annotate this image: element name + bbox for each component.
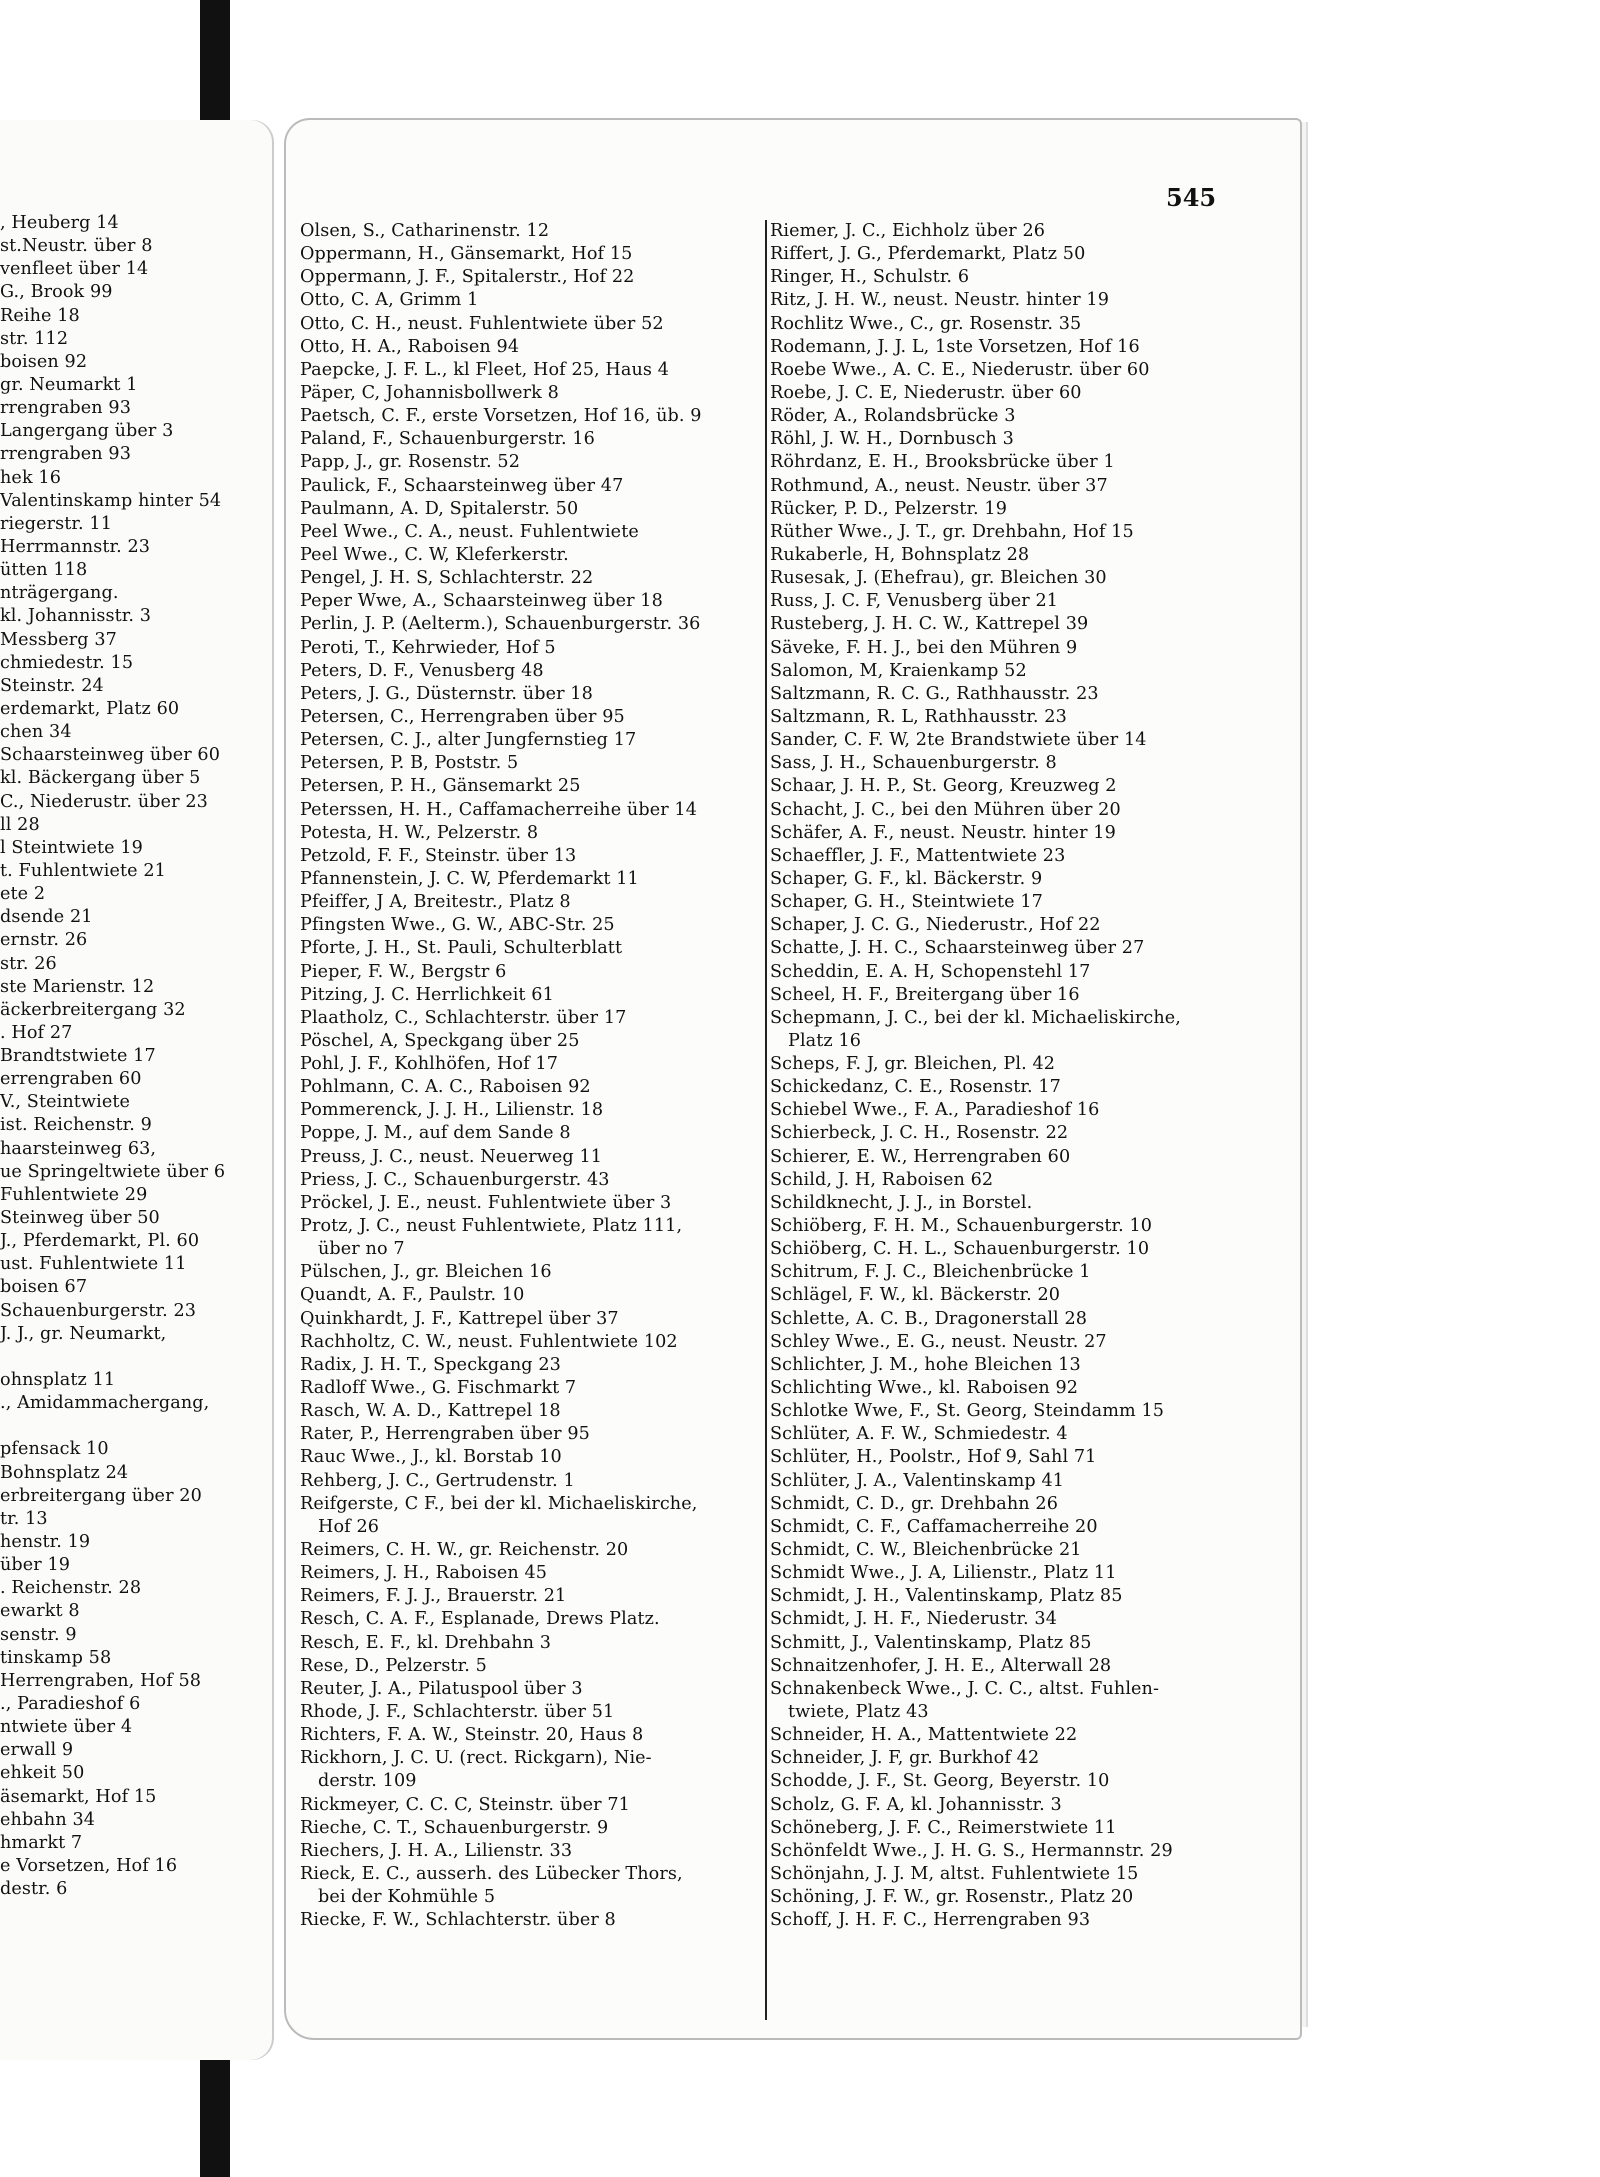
directory-entry: Rieck, E. C., ausserh. des Lübecker Thors,: [300, 1863, 683, 1884]
directory-entry: Schlüter, A. F. W., Schmiedestr. 4: [770, 1424, 1068, 1445]
directory-entry: Platz 16: [788, 1030, 862, 1051]
directory-entry: Pforte, J. H., St. Pauli, Schulterblatt: [300, 938, 623, 959]
directory-entry: Rukaberle, H, Bohnsplatz 28: [770, 544, 1030, 565]
directory-entry: Pröckel, J. E., neust. Fuhlentwiete über 3: [300, 1192, 672, 1213]
directory-entry: bei der Kohmühle 5: [318, 1887, 496, 1908]
directory-entry: Schmidt Wwe., J. A, Lilienstr., Platz 11: [770, 1563, 1117, 1584]
directory-entry: Reuter, J. A., Pilatuspool über 3: [300, 1678, 583, 1699]
directory-entry: Saltzmann, R. C. G., Rathhausstr. 23: [770, 683, 1099, 704]
directory-entry: Petzold, F. F., Steinstr. über 13: [300, 845, 577, 866]
directory-entry: Schaper, G. F., kl. Bäckerstr. 9: [770, 868, 1043, 889]
directory-entry: Rusteberg, J. H. C. W., Kattrepel 39: [770, 614, 1089, 635]
directory-entry: Protz, J. C., neust Fuhlentwiete, Platz 111,: [300, 1216, 683, 1237]
directory-entry: destr. 6: [0, 1879, 68, 1900]
directory-entry: venfleet über 14: [0, 259, 149, 280]
directory-entry: Paulmann, A. D, Spitalerstr. 50: [300, 498, 579, 519]
left-page: [0, 120, 272, 2060]
directory-entry: haarsteinweg 63,: [0, 1138, 157, 1159]
directory-entry: Schmidt, J. H., Valentinskamp, Platz 85: [770, 1586, 1123, 1607]
column-divider: [765, 220, 767, 2020]
directory-entry: Schlette, A. C. B., Dragonerstall 28: [770, 1308, 1088, 1329]
directory-entry: erdemarkt, Platz 60: [0, 698, 180, 719]
directory-entry: Pfeiffer, J A, Breitestr., Platz 8: [300, 892, 571, 913]
directory-entry: Schodde, J. F., St. Georg, Beyerstr. 10: [770, 1771, 1110, 1792]
directory-entry: Röhl, J. W. H., Dornbusch 3: [770, 429, 1014, 450]
directory-entry: Schauenburgerstr. 23: [0, 1300, 197, 1321]
directory-entry: Resch, C. A. F., Esplanade, Drews Platz.: [300, 1609, 660, 1630]
directory-entry: Herrengraben, Hof 58: [0, 1670, 202, 1691]
directory-entry: Schmidt, C. W., Bleichenbrücke 21: [770, 1540, 1082, 1561]
directory-entry: V., Steintwiete: [0, 1092, 131, 1113]
directory-entry: Rehberg, J. C., Gertrudenstr. 1: [300, 1470, 575, 1491]
directory-entry: nträgergang.: [0, 583, 119, 604]
directory-entry: Roebe Wwe., A. C. E., Niederustr. über 60: [770, 359, 1150, 380]
page-number: 545: [1166, 183, 1217, 212]
directory-entry: Saltzmann, R. L, Rathhausstr. 23: [770, 706, 1067, 727]
directory-entry: henstr. 19: [0, 1532, 91, 1553]
directory-entry: , Heuberg 14: [0, 213, 119, 233]
directory-entry: Schiöberg, F. H. M., Schauenburgerstr. 10: [770, 1216, 1153, 1237]
directory-entry: Roebe, J. C. E, Niederustr. über 60: [770, 382, 1082, 403]
directory-entry: C., Niederustr. über 23: [0, 791, 208, 812]
directory-entry: Petersen, P. B, Poststr. 5: [300, 753, 519, 774]
directory-entry: Schiebel Wwe., F. A., Paradieshof 16: [770, 1100, 1100, 1121]
directory-entry: Pieper, F. W., Bergstr 6: [300, 961, 507, 982]
directory-entry: Rasch, W. A. D., Kattrepel 18: [300, 1401, 561, 1422]
directory-entry: Radloff Wwe., G. Fischmarkt 7: [300, 1378, 577, 1399]
directory-entry: Schmidt, J. H. F., Niederustr. 34: [770, 1609, 1058, 1630]
directory-entry: Steinstr. 24: [0, 675, 104, 696]
left-column: [0, 212, 225, 1901]
directory-entry: st.Neustr. über 8: [0, 236, 153, 257]
directory-entry: e Vorsetzen, Hof 16: [0, 1855, 178, 1876]
directory-entry: Schaar, J. H. P., St. Georg, Kreuzweg 2: [770, 776, 1117, 797]
directory-entry: Bohnsplatz 24: [0, 1462, 129, 1483]
directory-entry: tinskamp 58: [0, 1647, 112, 1668]
directory-entry: Pohlmann, C. A. C., Raboisen 92: [300, 1077, 591, 1098]
directory-entry: Radix, J. H. T., Speckgang 23: [300, 1354, 561, 1375]
directory-entry: ue Springeltwiete über 6: [0, 1161, 226, 1182]
directory-entry: tr. 13: [0, 1508, 48, 1529]
directory-entry: Röder, A., Rolandsbrücke 3: [770, 406, 1016, 427]
directory-entry: Schild, J. H, Raboisen 62: [770, 1169, 994, 1190]
directory-entry: Schneider, H. A., Mattentwiete 22: [770, 1725, 1078, 1746]
directory-entry: ewarkt 8: [0, 1601, 80, 1622]
directory-entry: pfensack 10: [0, 1439, 109, 1460]
directory-entry: Pülschen, J., gr. Bleichen 16: [300, 1262, 552, 1283]
directory-entry: senstr. 9: [0, 1624, 77, 1645]
directory-entry: ste Marienstr. 12: [0, 976, 155, 997]
directory-entry: Reimers, F. J. J., Brauerstr. 21: [300, 1586, 567, 1607]
directory-entry: chmiedestr. 15: [0, 652, 134, 673]
directory-entry: Rothmund, A., neust. Neustr. über 37: [770, 475, 1108, 496]
directory-entry: Schlägel, F. W., kl. Bäckerstr. 20: [770, 1285, 1061, 1306]
directory-entry: Schlüter, J. A., Valentinskamp 41: [770, 1470, 1065, 1491]
directory-entry: Rücker, P. D., Pelzerstr. 19: [770, 498, 1008, 519]
directory-entry: [0, 1415, 225, 1438]
directory-entry: Schoff, J. H. F. C., Herrengraben 93: [770, 1910, 1091, 1931]
directory-entry: ntwiete über 4: [0, 1717, 133, 1738]
directory-entry: Rüther Wwe., J. T., gr. Drehbahn, Hof 15: [770, 521, 1134, 542]
directory-entry: Pöschel, A, Speckgang über 25: [300, 1030, 580, 1051]
directory-entry: Pfingsten Wwe., G. W., ABC-Str. 25: [300, 915, 615, 936]
directory-entry: ernstr. 26: [0, 930, 88, 951]
directory-entry: Rochlitz Wwe., C., gr. Rosenstr. 35: [770, 313, 1082, 334]
directory-entry: Perlin, J. P. (Aelterm.), Schauenburgerstr. 36: [300, 614, 701, 635]
directory-entry: Reimers, J. H., Raboisen 45: [300, 1563, 548, 1584]
directory-entry: Pfannenstein, J. C. W, Pferdemarkt 11: [300, 868, 639, 889]
directory-entry: Schäfer, A. F., neust. Neustr. hinter 19: [770, 822, 1116, 843]
directory-entry: boisen 67: [0, 1277, 88, 1298]
directory-entry: Paland, F., Schauenburgerstr. 16: [300, 429, 595, 450]
directory-entry: Messberg 37: [0, 629, 117, 650]
directory-entry: Peters, J. G., Düsternstr. über 18: [300, 683, 593, 704]
directory-entry: Schöning, J. F. W., gr. Rosenstr., Platz 20: [770, 1887, 1134, 1908]
directory-entry: Schaper, G. H., Steintwiete 17: [770, 892, 1043, 913]
directory-entry: kl. Johannisstr. 3: [0, 606, 152, 627]
directory-entry: Otto, H. A., Raboisen 94: [300, 336, 520, 357]
directory-entry: Ritz, J. H. W., neust. Neustr. hinter 19: [770, 290, 1110, 311]
directory-entry: J. J., gr. Neumarkt,: [0, 1323, 167, 1344]
directory-entry: Schneider, J. F, gr. Burkhof 42: [770, 1748, 1040, 1769]
directory-entry: Schlotke Wwe, F., St. Georg, Steindamm 15: [770, 1401, 1165, 1422]
directory-entry: ., Amidammachergang,: [0, 1393, 210, 1414]
directory-entry: Petersen, C. J., alter Jungfernstieg 17: [300, 730, 637, 751]
directory-entry: Richters, F. A. W., Steinstr. 20, Haus 8: [300, 1725, 644, 1746]
directory-entry: Sander, C. F. W, 2te Brandstwiete über 14: [770, 730, 1147, 751]
directory-entry: Scholz, G. F. A, kl. Johannisstr. 3: [770, 1794, 1062, 1815]
directory-entry: Rodemann, J. J. L, 1ste Vorsetzen, Hof 16: [770, 336, 1140, 357]
directory-entry: . Reichenstr. 28: [0, 1578, 142, 1599]
directory-entry: Schierbeck, J. C. H., Rosenstr. 22: [770, 1123, 1069, 1144]
directory-entry: twiete, Platz 43: [788, 1702, 929, 1722]
directory-entry: Quandt, A. F., Paulstr. 10: [300, 1285, 525, 1306]
directory-entry: kl. Bäckergang über 5: [0, 768, 201, 789]
directory-entry: über no 7: [318, 1239, 405, 1260]
directory-entry: äckerbreitergang 32: [0, 999, 186, 1020]
middle-column: [300, 220, 702, 1932]
directory-entry: Fuhlentwiete 29: [0, 1184, 148, 1205]
directory-entry: Paetsch, C. F., erste Vorsetzen, Hof 16, üb. 9: [300, 406, 702, 427]
directory-entry: Russ, J. C. F, Venusberg über 21: [770, 591, 1059, 612]
directory-entry: Scheps, F. J, gr. Bleichen, Pl. 42: [770, 1054, 1056, 1075]
directory-entry: Rusesak, J. (Ehefrau), gr. Bleichen 30: [770, 568, 1107, 589]
directory-entry: Peterssen, H. H., Caffamacherreihe über 14: [300, 799, 698, 820]
directory-entry: Valentinskamp hinter 54: [0, 490, 222, 511]
directory-entry: hmarkt 7: [0, 1832, 83, 1853]
directory-entry: Peper Wwe, A., Schaarsteinweg über 18: [300, 591, 663, 612]
directory-entry: Schepmann, J. C., bei der kl. Michaeliskirche,: [770, 1007, 1181, 1028]
directory-entry: Otto, C. A, Grimm 1: [300, 290, 479, 311]
directory-entry: Oppermann, J. F., Spitalerstr., Hof 22: [300, 267, 635, 288]
directory-entry: Steinweg über 50: [0, 1208, 160, 1229]
directory-entry: Petersen, C., Herrengraben über 95: [300, 706, 625, 727]
directory-entry: Schaarsteinweg über 60: [0, 745, 221, 766]
directory-entry: riegerstr. 11: [0, 513, 112, 534]
directory-entry: Schöneberg, J. F. C., Reimerstwiete 11: [770, 1817, 1117, 1838]
directory-entry: Olsen, S., Catharinenstr. 12: [300, 221, 550, 241]
directory-entry: boisen 92: [0, 351, 88, 372]
directory-entry: Rickmeyer, C. C. C, Steinstr. über 71: [300, 1794, 630, 1815]
directory-entry: Riecke, F. W., Schlachterstr. über 8: [300, 1910, 616, 1931]
directory-entry: t. Fuhlentwiete 21: [0, 860, 166, 881]
directory-entry: Otto, C. H., neust. Fuhlentwiete über 52: [300, 313, 664, 334]
directory-entry: Schierer, E. W., Herrengraben 60: [770, 1146, 1071, 1167]
directory-entry: Röhrdanz, E. H., Brooksbrücke über 1: [770, 452, 1115, 473]
directory-entry: . Hof 27: [0, 1022, 73, 1043]
directory-entry: Poppe, J. M., auf dem Sande 8: [300, 1123, 571, 1144]
directory-entry: rrengraben 93: [0, 444, 132, 465]
directory-entry: dsende 21: [0, 907, 93, 928]
directory-entry: Schiöberg, C. H. L., Schauenburgerstr. 10: [770, 1239, 1150, 1260]
directory-entry: Schitrum, F. J. C., Bleichenbrücke 1: [770, 1262, 1091, 1283]
directory-entry: Rhode, J. F., Schlachterstr. über 51: [300, 1702, 615, 1722]
directory-entry: rrengraben 93: [0, 398, 132, 419]
directory-entry: Paepcke, J. F. L., kl Fleet, Hof 25, Haus 4: [300, 359, 669, 380]
directory-entry: Pohl, J. F., Kohlhöfen, Hof 17: [300, 1054, 558, 1075]
directory-entry: Rauc Wwe., J., kl. Borstab 10: [300, 1447, 562, 1468]
directory-entry: Scheddin, E. A. H, Schopenstehl 17: [770, 961, 1091, 982]
directory-entry: Pommerenck, J. J. H., Lilienstr. 18: [300, 1100, 604, 1121]
directory-entry: Peters, D. F., Venusberg 48: [300, 660, 544, 681]
directory-entry: Preuss, J. C., neust. Neuerweg 11: [300, 1146, 603, 1167]
directory-entry: Hof 26: [318, 1516, 380, 1537]
directory-entry: Sass, J. H., Schauenburgerstr. 8: [770, 753, 1057, 774]
directory-entry: Brandtstwiete 17: [0, 1046, 156, 1067]
directory-entry: Rickhorn, J. C. U. (rect. Rickgarn), Nie-: [300, 1748, 652, 1769]
directory-entry: Peroti, T., Kehrwieder, Hof 5: [300, 637, 556, 658]
directory-entry: Schley Wwe., E. G., neust. Neustr. 27: [770, 1331, 1107, 1352]
directory-entry: Schönjahn, J. J. M, altst. Fuhlentwiete 15: [770, 1863, 1139, 1884]
right-page: [284, 118, 1302, 2040]
directory-entry: erbreitergang über 20: [0, 1485, 202, 1506]
directory-entry: str. 26: [0, 953, 57, 974]
directory-entry: Schildknecht, J. J., in Borstel.: [770, 1192, 1033, 1213]
directory-entry: Rachholtz, C. W., neust. Fuhlentwiete 102: [300, 1331, 678, 1352]
directory-entry: ., Paradieshof 6: [0, 1694, 141, 1714]
directory-entry: Schlüter, H., Poolstr., Hof 9, Sahl 71: [770, 1447, 1097, 1468]
directory-entry: Schatte, J. H. C., Schaarsteinweg über 27: [770, 938, 1145, 959]
directory-entry: ohnsplatz 11: [0, 1370, 116, 1391]
directory-entry: Pitzing, J. C. Herrlichkeit 61: [300, 984, 554, 1005]
directory-entry: Schlichting Wwe., kl. Raboisen 92: [770, 1378, 1079, 1399]
directory-entry: erwall 9: [0, 1740, 74, 1761]
directory-entry: errengraben 60: [0, 1069, 142, 1090]
directory-entry: ütten 118: [0, 560, 88, 581]
directory-entry: Schnakenbeck Wwe., J. C. C., altst. Fuhlen-: [770, 1678, 1160, 1699]
directory-entry: äsemarkt, Hof 15: [0, 1786, 157, 1807]
directory-entry: Resch, E. F., kl. Drehbahn 3: [300, 1632, 552, 1653]
directory-entry: Päper, C, Johannisbollwerk 8: [300, 382, 559, 403]
directory-entry: Schickedanz, C. E., Rosenstr. 17: [770, 1077, 1061, 1098]
directory-entry: Säveke, F. H. J., bei den Mühren 9: [770, 637, 1078, 658]
directory-entry: Reihe 18: [0, 305, 80, 326]
right-column: [770, 220, 1181, 1932]
directory-entry: Schmidt, C. D., gr. Drehbahn 26: [770, 1493, 1059, 1514]
directory-entry: Riffert, J. G., Pferdemarkt, Platz 50: [770, 244, 1086, 265]
directory-entry: Pengel, J. H. S, Schlachterstr. 22: [300, 568, 594, 589]
directory-entry: Schacht, J. C., bei den Mühren über 20: [770, 799, 1121, 820]
directory-entry: Potesta, H. W., Pelzerstr. 8: [300, 822, 539, 843]
directory-entry: Papp, J., gr. Rosenstr. 52: [300, 452, 520, 473]
directory-entry: l Steintwiete 19: [0, 837, 143, 858]
directory-entry: G., Brook 99: [0, 282, 113, 303]
directory-entry: Langergang über 3: [0, 421, 174, 442]
directory-entry: str. 112: [0, 328, 69, 349]
directory-entry: Schaeffler, J. F., Mattentwiete 23: [770, 845, 1066, 866]
directory-entry: Schönfeldt Wwe., J. H. G. S., Hermannstr. 29: [770, 1840, 1173, 1861]
directory-entry: Salomon, M, Kraienkamp 52: [770, 660, 1027, 681]
directory-entry: ist. Reichenstr. 9: [0, 1115, 152, 1136]
directory-entry: hek 16: [0, 467, 61, 488]
directory-entry: Riechers, J. H. A., Lilienstr. 33: [300, 1840, 573, 1861]
directory-entry: Schmitt, J., Valentinskamp, Platz 85: [770, 1632, 1092, 1653]
directory-entry: Plaatholz, C., Schlachterstr. über 17: [300, 1007, 627, 1028]
directory-entry: ete 2: [0, 884, 46, 905]
directory-entry: Rieche, C. T., Schauenburgerstr. 9: [300, 1817, 609, 1838]
directory-entry: Scheel, H. F., Breitergang über 16: [770, 984, 1080, 1005]
directory-entry: Quinkhardt, J. F., Kattrepel über 37: [300, 1308, 619, 1329]
directory-entry: ust. Fuhlentwiete 11: [0, 1254, 187, 1275]
directory-entry: Rater, P., Herrengraben über 95: [300, 1424, 590, 1445]
directory-entry: Schaper, J. C. G., Niederustr., Hof 22: [770, 915, 1101, 936]
directory-entry: chen 34: [0, 722, 72, 743]
directory-entry: Schnaitzenhofer, J. H. E., Alterwall 28: [770, 1655, 1112, 1676]
directory-entry: Peel Wwe., C. A., neust. Fuhlentwiete: [300, 521, 639, 542]
directory-entry: Riemer, J. C., Eichholz über 26: [770, 221, 1046, 241]
directory-entry: derstr. 109: [318, 1771, 417, 1792]
directory-entry: ll 28: [0, 814, 40, 835]
directory-entry: über 19: [0, 1555, 71, 1576]
directory-entry: Oppermann, H., Gänsemarkt, Hof 15: [300, 244, 633, 265]
directory-entry: Rese, D., Pelzerstr. 5: [300, 1655, 487, 1676]
directory-entry: Peel Wwe., C. W, Kleferkerstr.: [300, 544, 569, 565]
directory-entry: Petersen, P. H., Gänsemarkt 25: [300, 776, 581, 797]
directory-entry: Schlichter, J. M., hohe Bleichen 13: [770, 1354, 1081, 1375]
directory-entry: Paulick, F., Schaarsteinweg über 47: [300, 475, 624, 496]
directory-entry: Herrmannstr. 23: [0, 536, 151, 557]
directory-entry: ehbahn 34: [0, 1809, 96, 1830]
directory-entry: Reimers, C. H. W., gr. Reichenstr. 20: [300, 1540, 629, 1561]
directory-entry: ehkeit 50: [0, 1763, 85, 1784]
directory-entry: Ringer, H., Schulstr. 6: [770, 267, 970, 288]
directory-entry: [0, 1346, 225, 1369]
directory-entry: Schmidt, C. F., Caffamacherreihe 20: [770, 1516, 1098, 1537]
directory-entry: gr. Neumarkt 1: [0, 374, 138, 395]
directory-entry: Priess, J. C., Schauenburgerstr. 43: [300, 1169, 610, 1190]
directory-entry: Reifgerste, C F., bei der kl. Michaeliskirche,: [300, 1493, 698, 1514]
directory-entry: J., Pferdemarkt, Pl. 60: [0, 1231, 200, 1252]
